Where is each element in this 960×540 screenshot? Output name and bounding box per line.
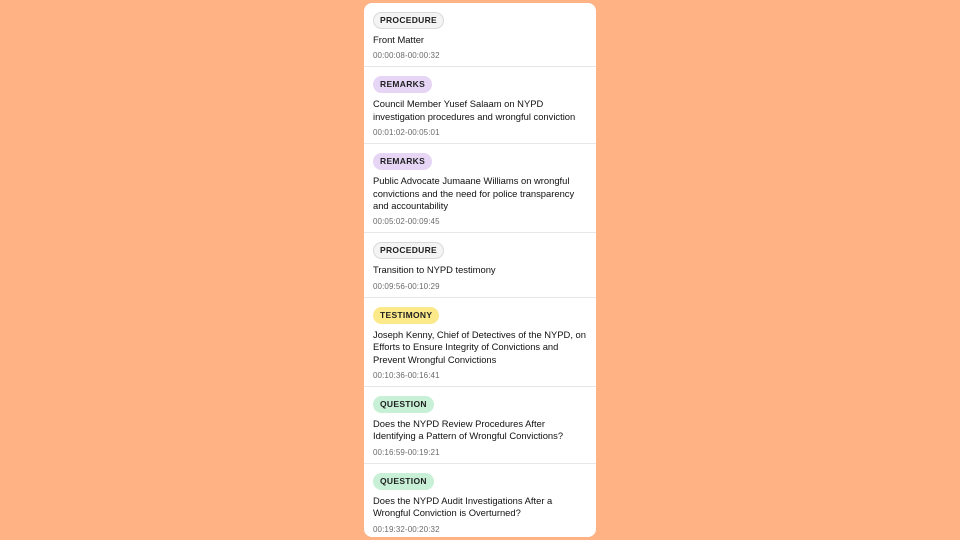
segment-timestamp: 00:16:59-00:19:21 [373,447,440,457]
segment-title: Does the NYPD Audit Investigations After a Wrongful Conviction is Overturned? [373,494,553,519]
segment-type-badge: PROCEDURE [373,12,444,29]
segment-timestamp: 00:01:02-00:05:01 [373,128,440,138]
segment-list-panel [364,3,596,537]
segment-type-badge: QUESTION [373,473,434,490]
segment-title: Council Member Yusef Salaam on NYPD investigation procedures and wrongful conviction [373,98,576,122]
segment-type-badge: PROCEDURE [373,242,444,259]
segment-type-badge: TESTIMONY [373,307,439,324]
segment-title: Public Advocate Jumaane Williams on wrongful convictions and the need for police transparency and accountability [373,175,575,212]
segment-timestamp: 00:09:56-00:10:29 [373,281,440,291]
segment-item[interactable] [364,144,596,233]
segment-item[interactable] [364,233,596,297]
segment-timestamp: 00:05:02-00:09:45 [373,217,440,227]
segment-timestamp: 00:00:08-00:00:32 [373,51,440,61]
segment-item[interactable] [364,3,596,67]
segment-title: Does the NYPD Review Procedures After Identifying a Pattern of Wrongful Convictions? [373,418,564,442]
segment-type-badge: REMARKS [373,76,432,93]
segment-item[interactable] [364,464,596,537]
segment-title: Front Matter [373,34,425,45]
segment-title: Joseph Kenny, Chief of Detectives of the NYPD, on Efforts to Ensure Integrity of Convictions and Prevent Wrongful Convictions [373,328,586,365]
segment-item[interactable] [364,298,596,387]
segment-timestamp: 00:10:36-00:16:41 [373,371,440,381]
segment-title: Transition to NYPD testimony [373,264,496,276]
segment-item[interactable] [364,67,596,144]
segment-timestamp: 00:19:32-00:20:32 [373,524,440,534]
segment-type-badge: QUESTION [373,396,434,413]
segment-item[interactable] [364,387,596,464]
segment-type-badge: REMARKS [373,153,432,170]
